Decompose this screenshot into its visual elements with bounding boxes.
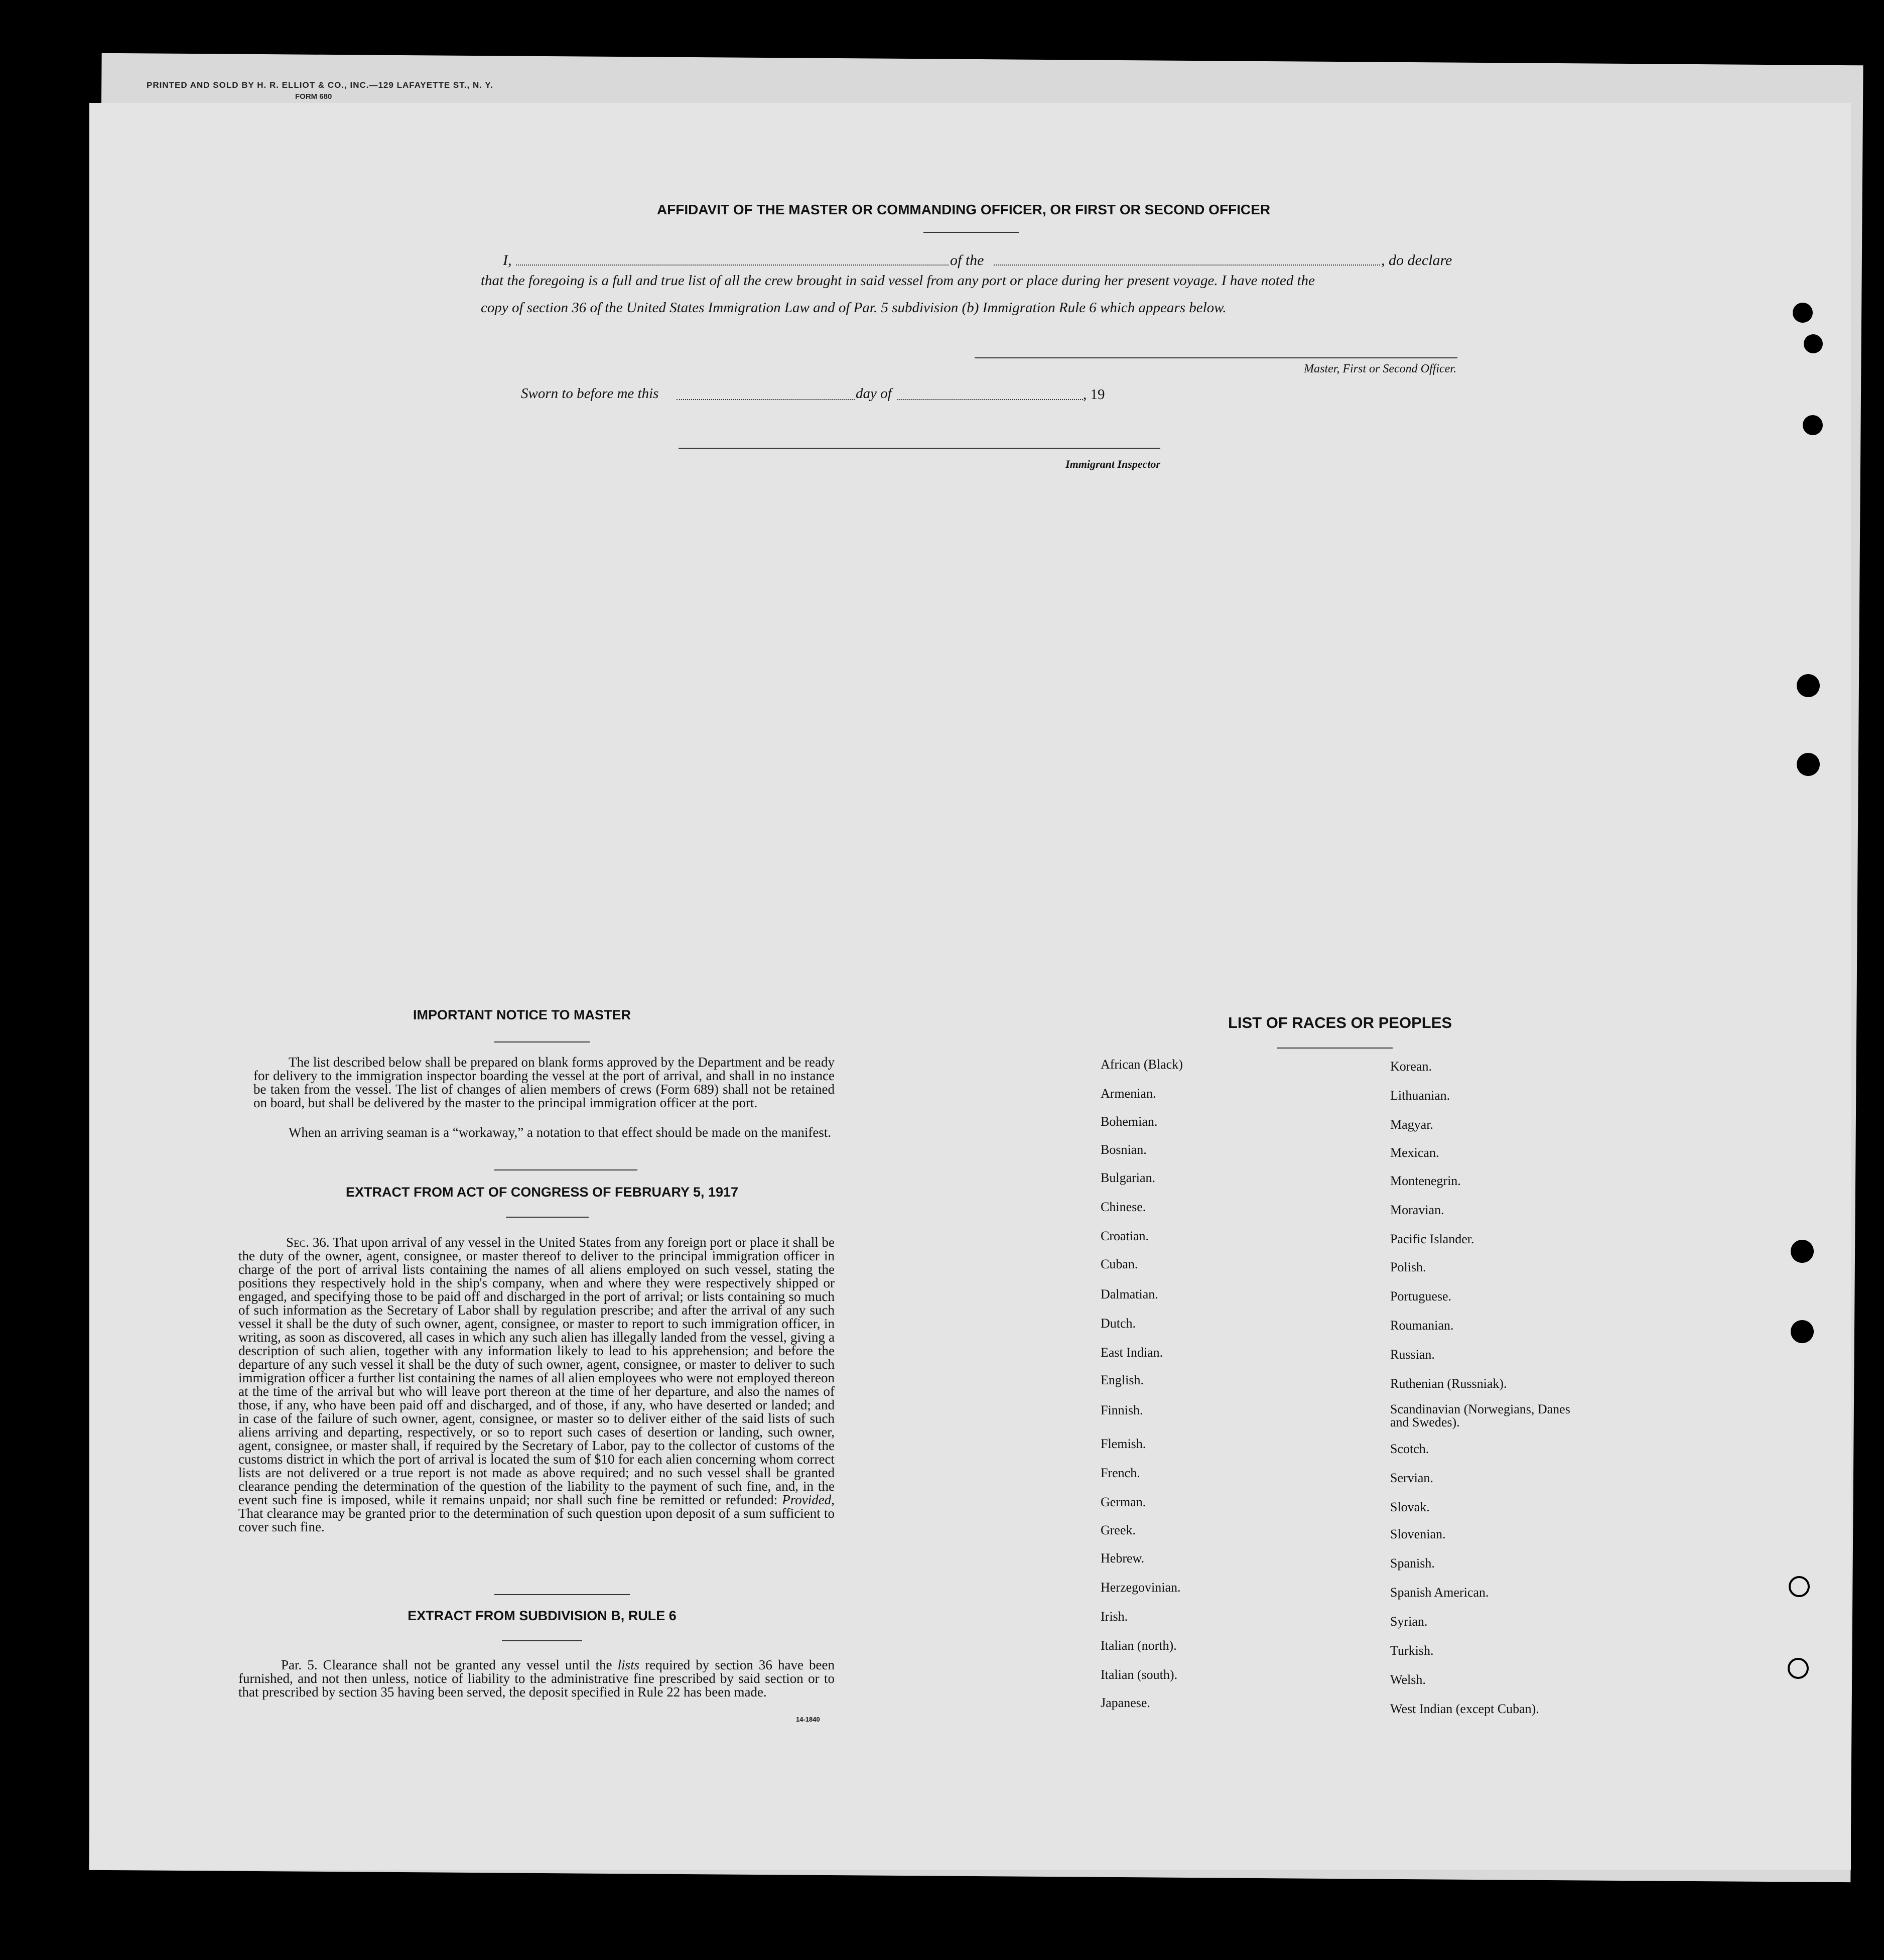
affidavit-title-rule: [923, 232, 1019, 233]
sworn-prefix: Sworn to before me this: [521, 385, 659, 402]
race-item: Montenegrin.: [1390, 1173, 1461, 1188]
punch-hole-ring: [1788, 1658, 1809, 1679]
act-extract-title: EXTRACT FROM ACT OF CONGRESS OF FEBRUARY 5, 1917: [345, 1185, 739, 1200]
race-item: English.: [1101, 1373, 1144, 1387]
race-item: Moravian.: [1390, 1203, 1444, 1217]
punch-hole-ring: [1789, 1576, 1810, 1597]
act-section-label: Sec. 36.: [286, 1235, 330, 1250]
race-item: Flemish.: [1101, 1436, 1146, 1451]
name-blank: [516, 265, 949, 266]
race-item: Mexican.: [1390, 1145, 1439, 1160]
master-signature-caption: Master, First or Second Officer.: [1304, 362, 1456, 375]
act-extract-body: [238, 1236, 835, 1534]
affidavit-of-the: of the: [950, 252, 984, 269]
race-item: Italian (south).: [1101, 1667, 1178, 1682]
race-item: Bulgarian.: [1101, 1170, 1156, 1185]
vessel-blank: [994, 265, 1380, 266]
punch-hole: [1793, 303, 1813, 323]
punch-hole: [1791, 1240, 1814, 1263]
printer-imprint: PRINTED AND SOLD BY H. R. ELLIOT & CO., INC.—129 LAFAYETTE ST., N. Y.: [147, 80, 493, 90]
notice-divider: [494, 1169, 637, 1170]
races-title-rule: [1277, 1048, 1393, 1049]
punch-hole: [1804, 334, 1823, 353]
race-item: French.: [1101, 1466, 1140, 1480]
inspector-caption: Immigrant Inspector: [1065, 458, 1160, 470]
affidavit-line3: copy of section 36 of the United States Immigration Law and of Par. 5 subdivision (b) Immigration Rule 6 which appears below.: [481, 300, 1227, 316]
race-item: Dutch.: [1101, 1316, 1136, 1331]
race-item: Portuguese.: [1390, 1289, 1452, 1303]
notice-paragraph-2: When an arriving seaman is a “workaway,” a notation to that effect should be made on the manifest.: [289, 1125, 832, 1140]
race-item: Turkish.: [1390, 1643, 1434, 1658]
affidavit-title: AFFIDAVIT OF THE MASTER OR COMMANDING OFFICER, OR FIRST OR SECOND OFFICER: [656, 202, 1271, 217]
affidavit-i: I,: [503, 252, 512, 269]
race-item: East Indian.: [1101, 1345, 1163, 1360]
race-item: Spanish American.: [1390, 1585, 1489, 1600]
race-item: Spanish.: [1390, 1556, 1435, 1571]
rule-extract-title-rule: [502, 1640, 582, 1641]
race-item: Irish.: [1101, 1609, 1128, 1624]
race-item: Ruthenian (Russniak).: [1390, 1376, 1507, 1391]
race-item: West Indian (except Cuban).: [1390, 1702, 1539, 1716]
race-item: Italian (north).: [1101, 1638, 1177, 1653]
notice-title: IMPORTANT NOTICE TO MASTER: [413, 1007, 631, 1022]
race-item: Scotch.: [1390, 1442, 1429, 1456]
race-item: Slovak.: [1390, 1500, 1430, 1514]
punch-hole: [1791, 1320, 1814, 1343]
inspector-signature-line: [679, 448, 1160, 449]
race-item: African (Black): [1101, 1057, 1183, 1072]
race-item: Herzegovinian.: [1101, 1580, 1181, 1595]
race-item: Russian.: [1390, 1347, 1435, 1362]
race-item: Polish.: [1390, 1260, 1426, 1274]
affidavit-line2: that the foregoing is a full and true list of all the crew brought in said vessel from any port or place during her present voyage. I have noted the: [481, 273, 1315, 289]
race-item: Armenian.: [1101, 1086, 1156, 1101]
race-item: Chinese.: [1101, 1200, 1146, 1214]
rule-lists-word: lists: [617, 1657, 640, 1672]
races-title: LIST OF RACES OR PEOPLES: [1228, 1014, 1452, 1031]
notice-paragraph-1: The list described below shall be prepared on blank forms approved by the Department and be ready for delivery to the immigration inspector boarding the vessel at the port of arrival, and shall in no instance be taken from the vessel. The list of changes of alien members of crews (Form 689) shall not be retained on board, but shall be delivered by the master to the principal immigration officer at the port.: [253, 1055, 835, 1110]
race-item: Korean.: [1390, 1059, 1432, 1074]
sworn-day-of: day of: [856, 385, 892, 402]
master-signature-line: [975, 357, 1457, 358]
race-item: Servian.: [1390, 1471, 1433, 1485]
punch-hole: [1803, 415, 1823, 435]
race-item: Greek.: [1101, 1523, 1136, 1537]
affidavit-declare: , do declare: [1381, 252, 1452, 269]
act-section-text: That upon arrival of any vessel in the United States from any foreign port or place it shall be the duty of the owner, agent, consignee, or master thereof to deliver to the principal immigration officer in charge of the port of arrival lists containing the names of all aliens employed on such vessel, stating the positions they respectively hold in the ship's company, when and where they were respectively shipped or engaged, and specifying those to be paid off and discharged in the port of arrival; or lists containing so much of such information as the Secretary of Labor shall by regulation prescribe; and after the arrival of any such vessel it shall be the duty of such owner, agent, consignee, or master to report to such immigration officer, in writing, as soon as discovered, all cases in which any such alien has illegally landed from the vessel, giving a description of such alien, together with any information likely to lead to his apprehension; and before the departure of any such vessel it shall be the duty of such owner, agent, consignee, or master to deliver to such immigration officer a further list containing the names of all alien employees who were not employed thereon at the time of the arrival but who will leave port thereon at the time of her departure, and also the names of those, if any, who have been paid off and discharged, and of those, if any, who have deserted or landed; and in case of the failure of such owner, agent, consignee, or master so to deliver either of the said lists of such aliens arriving and departing, respectively, or so to report such cases of desertion or landing, such owner, agent, consignee, or master shall, if required by the Secretary of Labor, pay to the collector of customs of the customs district in which the port of arrival is located the sum of $10 for each alien concerning whom correct lists are not delivered or a true report is not made as above required; and no such vessel shall be granted clearance pending the determination of the question of the liability to the payment of such fine, and, in the event such fine is imposed, while it remains unpaid; nor shall such fine be remitted or refunded:: [238, 1235, 835, 1507]
form-number: FORM 680: [295, 92, 332, 101]
punch-hole: [1797, 674, 1820, 697]
race-item: Magyar.: [1390, 1117, 1433, 1132]
act-section-text-end: That clearance may be granted prior to the determination of such question upon deposit of a sum sufficient to cover such fine.: [238, 1506, 835, 1534]
race-item: Slovenian.: [1390, 1527, 1446, 1541]
punch-hole: [1797, 753, 1820, 776]
footer-code: 14-1840: [796, 1716, 820, 1723]
act-extract-title-rule: [506, 1217, 589, 1218]
sworn-year: , 19: [1083, 386, 1105, 403]
form-sheet: [89, 103, 1851, 1870]
rule-extract-body: [238, 1658, 835, 1699]
race-item: Finnish.: [1101, 1403, 1143, 1417]
race-item: Syrian.: [1390, 1614, 1428, 1629]
rule-text-a: Par. 5. Clearance shall not be granted any vessel until the: [281, 1657, 612, 1672]
race-item: Lithuanian.: [1390, 1088, 1450, 1103]
race-item: Pacific Islander.: [1390, 1232, 1474, 1246]
race-item: Bosnian.: [1101, 1142, 1147, 1157]
race-item: Cuban.: [1101, 1257, 1138, 1271]
race-item: Bohemian.: [1101, 1114, 1158, 1129]
race-item: Croatian.: [1101, 1229, 1149, 1243]
rule-extract-title: EXTRACT FROM SUBDIVISION B, RULE 6: [408, 1608, 677, 1623]
sworn-month-blank: [897, 399, 1083, 400]
notice-title-rule: [494, 1041, 590, 1042]
sworn-day-blank: [677, 399, 855, 400]
race-item: German.: [1101, 1495, 1146, 1509]
race-item: Welsh.: [1390, 1672, 1426, 1687]
race-item: Japanese.: [1101, 1695, 1150, 1710]
act-extract-divider: [494, 1594, 630, 1595]
race-item: Dalmatian.: [1101, 1287, 1158, 1301]
act-provided-word: Provided,: [782, 1492, 835, 1507]
race-item: Roumanian.: [1390, 1318, 1454, 1333]
race-item: Scandinavian (Norwegians, Danes and Swedes).: [1390, 1402, 1570, 1429]
race-item: Hebrew.: [1101, 1551, 1145, 1565]
rule-text-b: required by section 36 have been furnished, and not then unless, notice of liability to the administrative fine prescribed by said section or to that prescribed by section 35 having been served, the deposit specified in Rule 22 has been made.: [238, 1657, 835, 1700]
